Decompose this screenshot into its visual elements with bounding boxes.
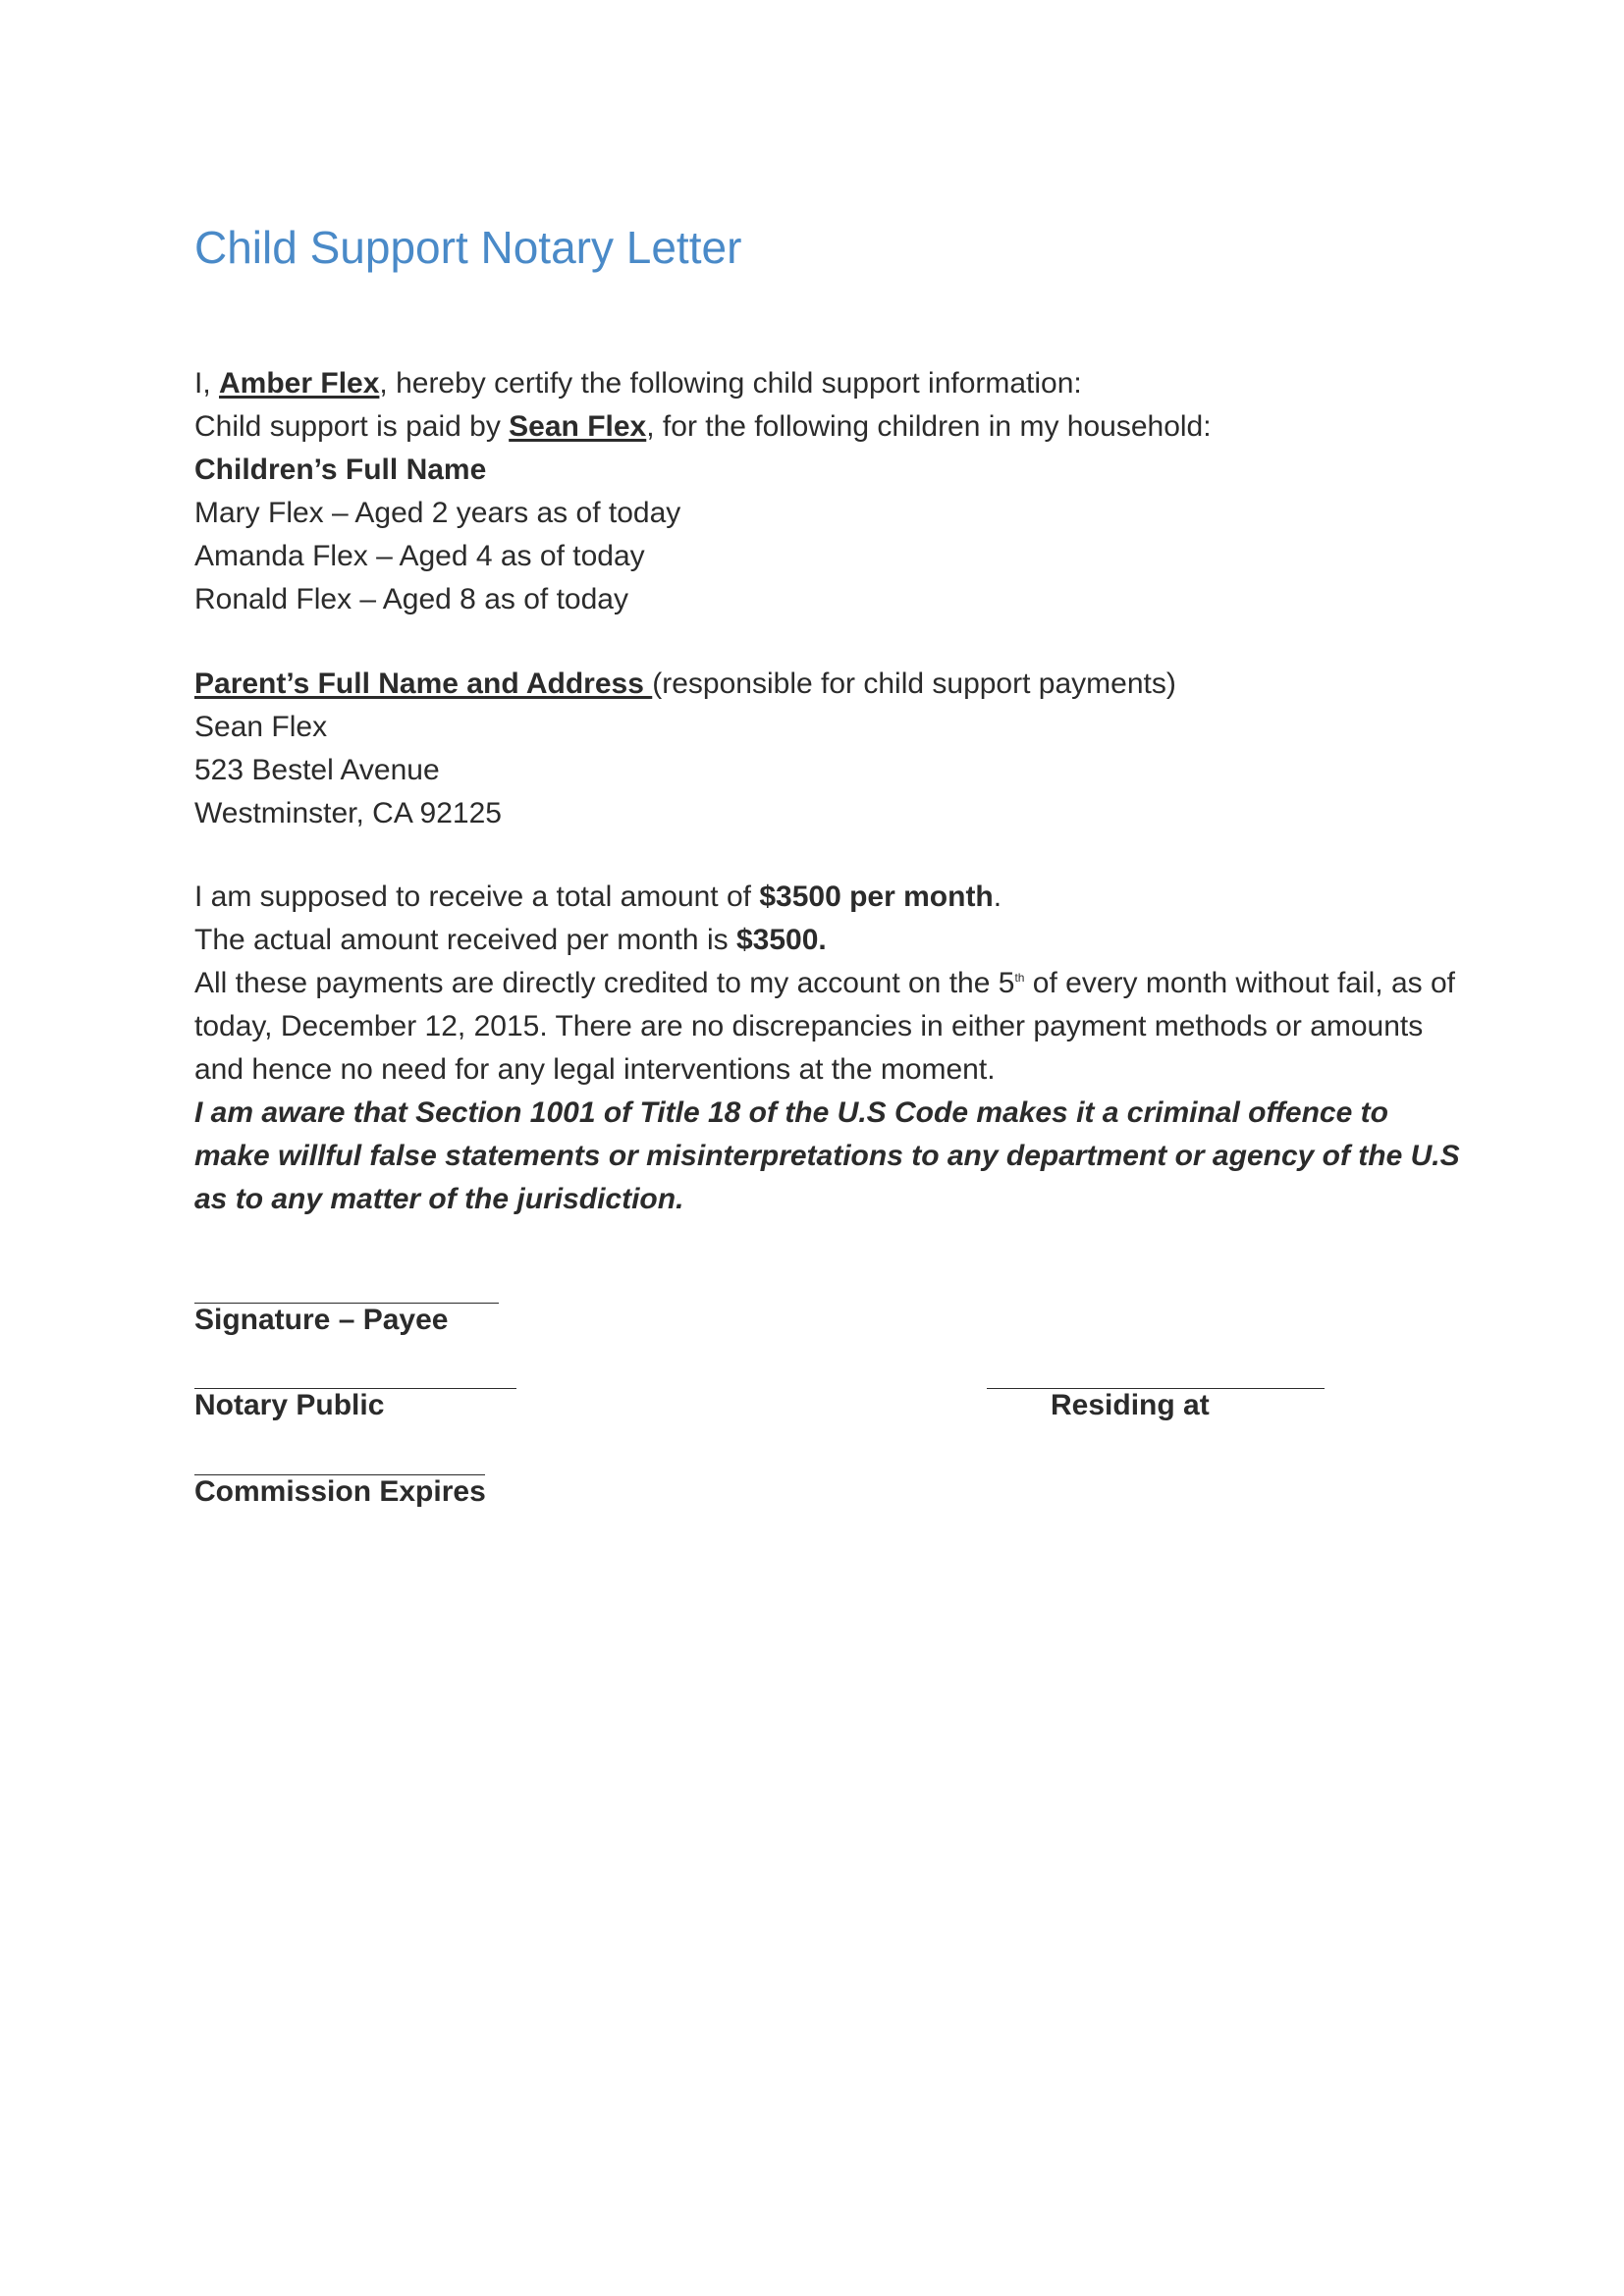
credit-line: and hence no need for any legal interventions at the moment. [194,1053,996,1086]
parent-name: Sean Flex [194,711,328,743]
expected-amount-line [194,876,1471,919]
parent-city: Westminster, CA 92125 [194,797,502,829]
intro-line [194,362,1471,405]
notary-public-label: Notary Public [194,1389,385,1421]
expected-prefix: I am supposed to receive a total amount of [194,881,760,913]
expected-amount: $3500 per month [759,881,994,913]
parent-block [194,663,1471,835]
credit-line: today, December 12, 2015. There are no discrepancies in either payment methods or amounts [194,1010,1424,1042]
parent-heading: Parent’s Full Name and Address [194,667,653,700]
payee-signature-label: Signature – Payee [194,1304,449,1336]
child-item: Mary Flex – Aged 2 years as of today [194,497,681,529]
certification-block [194,362,1471,621]
credit-line [194,962,1471,1005]
parent-street: 523 Bestel Avenue [194,754,440,786]
payer-name: Sean Flex [509,410,647,443]
declaration-line: I am aware that Section 1001 of Title 18 of the U.S Code makes it a criminal offence to [194,1096,1388,1129]
actual-amount: $3500. [735,924,827,956]
commission-expires-label: Commission Expires [194,1475,486,1508]
payee-name: Amber Flex [219,367,380,400]
children-heading: Children’s Full Name [194,454,487,486]
actual-amount-line [194,919,1471,962]
ordinal-superscript: th [1014,971,1025,985]
declaration-line: as to any matter of the jurisdiction. [194,1183,684,1215]
paid-by-suffix: , for the following children in my household: [646,410,1212,443]
child-item: Ronald Flex – Aged 8 as of today [194,583,628,615]
child-item: Amanda Flex – Aged 4 as of today [194,540,645,572]
expected-suffix: . [993,881,1002,913]
parent-heading-line [194,663,1471,706]
residing-at-label: Residing at [1051,1389,1210,1421]
credit-prefix: All these payments are directly credited to my account on the 5 [194,967,1015,999]
paid-by-line [194,405,1471,449]
payments-block [194,876,1471,1221]
paid-by-prefix: Child support is paid by [194,410,510,443]
parent-heading-note: (responsible for child support payments) [652,667,1176,700]
intro-suffix: , hereby certify the following child support information: [379,367,1082,400]
document-title: Child Support Notary Letter [194,222,742,273]
actual-prefix: The actual amount received per month is [194,924,736,956]
credit-suffix: of every month without fail, as of [1024,967,1455,999]
intro-prefix: I, [194,367,220,400]
declaration-line: make willful false statements or misinterpretations to any department or agency of the U.S [194,1140,1460,1172]
